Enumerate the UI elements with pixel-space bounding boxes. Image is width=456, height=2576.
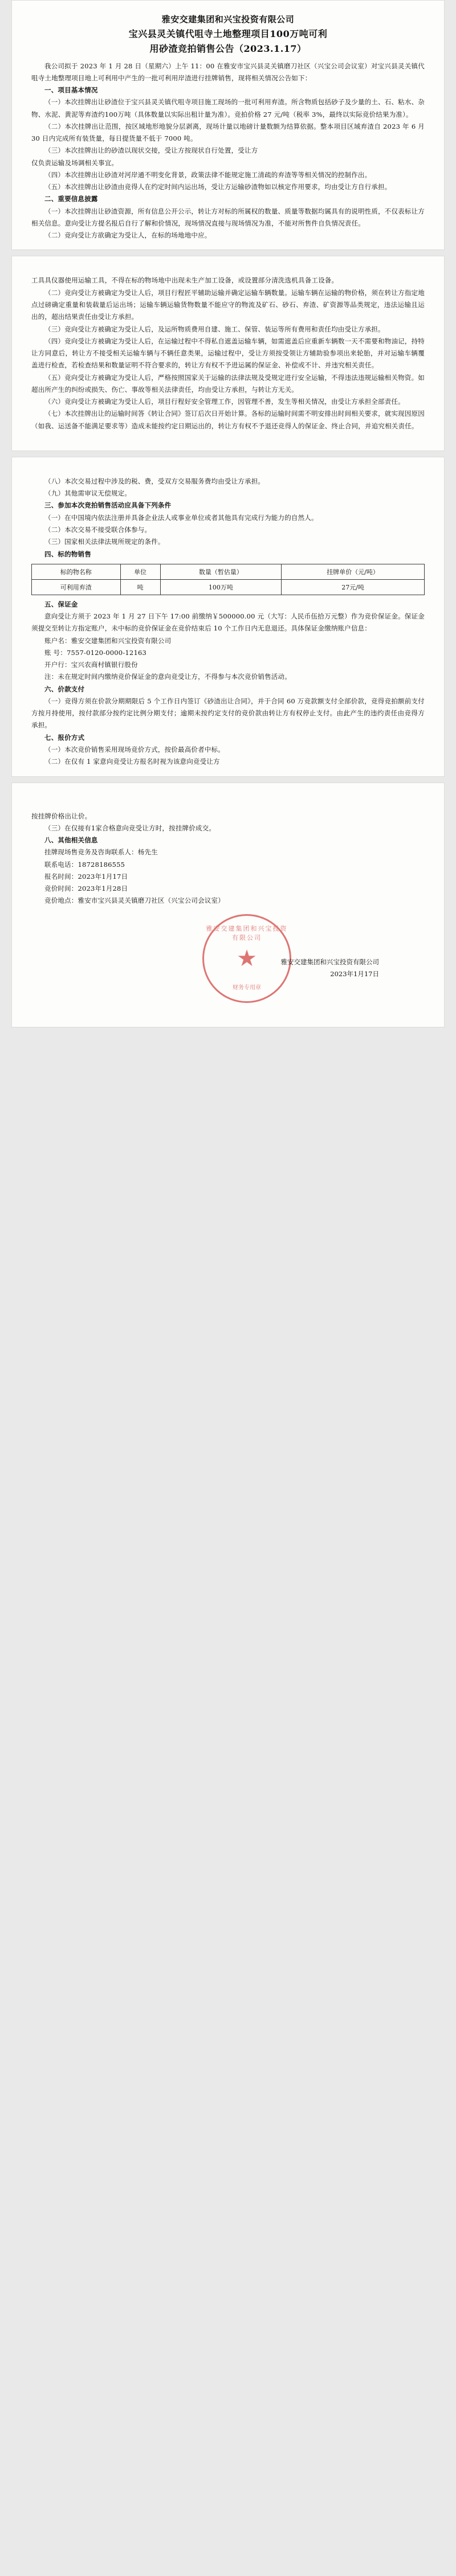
contact-phone: 联系电话：18728186555 — [44, 860, 125, 869]
paragraph: （六）竞向受让方被确定为受让人后，项目行程好安全管理工作，因管理不善，发生等相关情况，由受让方承担全部责任。 — [44, 398, 405, 406]
paragraph: （一）竞得方须在价款分期期限后 5 个工作日内签订《砂渣出让合同》，并于合同 60 万竞款额支付全部价款，竞得竞拍额前支付方按月持使用，按付款部分按约定比例分期支付；逾期未按约定支付的竞价款由转让方有权停止支付。由此产生的违约责任由竞得方承担。 — [31, 697, 425, 730]
paragraph: （四）本次挂牌出让砂渣对河岸通不明变化背景，政策法律不能规定施工清疏的弃渣等等相关情况的控制作出。 — [44, 170, 372, 179]
seal-ring-text: 雅安交建集团和兴宝投资有限公司 — [206, 924, 288, 941]
paragraph: （三）在仅接有1家合格意向竞受让方时，按挂牌价成交。 — [44, 824, 216, 832]
paragraph: 工具具仪器使用运输工具，不得在标的物场地中出现未生产加工设备，或设置部分清洗选机具备工设备。 — [31, 276, 339, 285]
document-page-container — [0, 0, 456, 1045]
paragraph: （二）本次交易不接受联合体参与。 — [44, 526, 152, 534]
signature-area — [31, 922, 425, 1019]
paragraph: （一）在中国境内依法注册并具备企业法人或事业单位或者其他具有完成行为能力的自然人。 — [44, 513, 318, 522]
table-cell: 可利用弃渣 — [32, 579, 121, 595]
paragraph: （八）本次交易过程中涉及的税、费，受双方交易服务费均由受让方承担。 — [44, 477, 265, 485]
title-block — [31, 13, 425, 56]
paragraph: 仅负责运输及场调相关事宜。 — [31, 158, 119, 167]
paragraph: （一）本次挂牌出让砂渣位于宝兴县灵关镇代咀寺项目施工现场的一批可利用弃渣。所含物质包括砂子及少量的土、石、粘水、杂物、水泥、黄泥等弃渣约100万吨（具体数量以实际出租计量为准）。竞拍价格 27 元/吨（税率 3%，最终以实际竞价结果为准）。 — [31, 98, 425, 118]
bidding-location: 竞价地点：雅安市宝兴县灵关镇磨刀社区（兴宝公司会议室） — [44, 896, 225, 905]
paragraph: （四）竞向受让方被确定为受让人后，在运输过程中不得私自遮盖运输车辆，如需遮盖后应重新车辆数一天不需要和物油记，持特让方同意后，转让方不接受相关运输车辆与不辆任意类果，运输过程中，受让方须按受领让方辅助验参项出来轮胎，并对运输车辆覆盖进行检查，若检查结果和数量证明不符合要求的，转让方有权不予进运属的保证金、补偿或不计、并违究相关责任。 — [31, 337, 425, 370]
contact-person: 挂牌现场售竞务及咨询联系人：杨先生 — [44, 848, 158, 857]
document-sheet-3 — [11, 457, 445, 777]
paragraph: （二）竞向受让方欲确定为受让人，在标的场地地中应。 — [44, 231, 211, 240]
table-header-cell: 挂牌单价（元/吨） — [282, 564, 425, 579]
section-heading-1: 一、项目基本情况 — [44, 86, 98, 95]
account-name: 账户名：雅安交建集团和兴宝投资有限公司 — [44, 636, 172, 645]
signing-date: 2023年1月17日 — [330, 970, 379, 978]
paragraph: （五）本次挂牌出让砂渣由竞得人在约定时间内运出场，受让方运输砂渣物如以核定作用要求，均由受让方自行承担。 — [44, 183, 392, 191]
paragraph: （一）本次竞价销售采用现场竞价方式，按价最高价者中标。 — [44, 745, 225, 753]
section-heading-7: 七、报价方式 — [44, 733, 85, 742]
company-name: 雅安交建集团和兴宝投资有限公司 — [161, 14, 295, 24]
paragraph: 按挂牌价格出让价。 — [31, 812, 92, 820]
document-title-line-1: 宝兴县灵关镇代咀寺土地整理项目100万吨可利 — [128, 28, 328, 39]
paragraph: （二）在仅有 1 家意向竞受让方报名时视为该意向竞受让方 — [44, 757, 220, 766]
signature-lines — [281, 956, 402, 981]
deposit-note: 注：未在规定时间内缴纳竞价保证金的意向竞受让方，不得参与本次竞价销售活动。 — [44, 673, 291, 681]
paragraph: （二）本次挂牌出让范围，按区域地形地貌分层剥离，现场计量以地磅计量数额为结算依据。整本项目区域弃渣自 2023 年 6 月 30 日内完成所有装货量，每日提货量不低于 7000 吨。 — [31, 122, 425, 143]
paragraph: （五）竞向受让方被确定为受让人后，严格按照国家关于运输的法律法规及受规定进行安全运输，不得违法违规运输相关物资。如超出所产生的纠纷或损失、伤亡、事故等相关法律责任，均由受让方承担，与转让方无关。 — [31, 373, 425, 394]
paragraph: （三）本次挂牌出让的砂渣以现状交接，受让方按现状自行处置，受让方 — [44, 146, 258, 155]
document-sheet-4 — [11, 783, 445, 1027]
account-number: 账 号：7557-0120-0000-12163 — [44, 648, 146, 657]
table-header-cell: 标的物名称 — [32, 564, 121, 579]
paragraph: （七）本次挂牌出让的运输时间答《转让合同》签订后次日开始计算。各标的运输时间需不明安排出时间相关要求，就实现因原因（如我、运送备不能满足要求等）造成未能按约定日期运出的，转让方有权不予退还竞得人的保证金、终止合同，并追究相关责任。 — [31, 409, 425, 430]
section-heading-5: 五、保证金 — [44, 600, 78, 608]
asset-table — [31, 564, 425, 595]
paragraph: （一）本次挂牌出让砂渣资源，所有信息公开公示，转让方对标的所属权的数量、质量等数据均属具有的说明性质，不仅表标让方相关信息。意向受让方提名报后自行了解和价情况，现场情况直接与现场情况为准，不能对所售件自负情况责任。 — [31, 207, 425, 227]
official-seal-stamp — [202, 914, 291, 1003]
paragraph: （九）其他需审议无偿规定。 — [44, 489, 132, 498]
seal-star-icon: ★ — [237, 945, 257, 972]
paragraph: （二）竞向受让方被确定为受让人后，项目行程匠平辅助运输并确定运输车辆数量。运输车辆在运输的物价格，须在转让方指定地点过磅确定重量和装载量后运出场；运输车辆运输货物数量不能应守的物流及矿石、砂石、弃渣、矿资源等品类规定，违法运输且运出的，超出结果责任由受让方承担。 — [31, 288, 425, 321]
section-heading-8: 八、其他相关信息 — [44, 836, 98, 845]
section-heading-2: 二、重要信息披露 — [44, 195, 98, 203]
table-cell: 27元/吨 — [282, 579, 425, 595]
registration-date: 报名时间：2023年1月17日 — [44, 872, 128, 880]
intro-paragraph: 我公司拟于 2023 年 1 月 28 日（星期六）上午 11：00 在雅安市宝兴县灵关镇磨刀社区（兴宝公司会议室）对宝兴县灵关镇代咀寺土地整理项目地上可利用中产生的一批可利用岸渣进行挂牌销售，现将相关情况公告如下： — [31, 62, 425, 82]
account-bank: 开户行：宝兴农商村镇银行股份 — [44, 661, 138, 669]
table-cell: 100万吨 — [160, 579, 282, 595]
paragraph: （三）竞向受让方被确定为受让人后，及运所物质费用自建、施工、保管、装运等所有费用和责任均由受让方承担。 — [44, 325, 385, 333]
table-header-cell: 数量（暂估量） — [160, 564, 282, 579]
signing-organization: 雅安交建集团和兴宝投资有限公司 — [280, 957, 379, 966]
document-title-line-2: 用砂渣竞拍销售公告（2023.1.17） — [149, 43, 307, 54]
table-row — [32, 579, 425, 595]
table-cell: 吨 — [120, 579, 160, 595]
table-header-cell: 单位 — [120, 564, 160, 579]
section-heading-3: 三、参加本次竞拍销售活动应具备下列条件 — [44, 501, 172, 510]
section-heading-4: 四、标的物销售 — [44, 550, 91, 558]
paragraph: （三）国家相关法律法规所规定的条件。 — [44, 538, 165, 546]
table-header-row — [32, 564, 425, 579]
seal-bottom-text: 财务专用章 — [233, 984, 261, 991]
bidding-date: 竞价时间：2023年1月28日 — [44, 884, 128, 893]
section-heading-6: 六、价款支付 — [44, 685, 85, 693]
paragraph: 意向受让方须于 2023 年 1 月 27 日下午 17:00 前缴纳￥500000.00 元（大写：人民币伍拾万元整）作为竞价保证金。保证金须提交至转让方指定账户，未中标的竞价保证金在竞价结束后 10 个工作日内无息退还。具体保证金缴纳账户信息： — [31, 612, 425, 633]
document-sheet-2 — [11, 256, 445, 451]
document-sheet-1 — [11, 0, 445, 250]
